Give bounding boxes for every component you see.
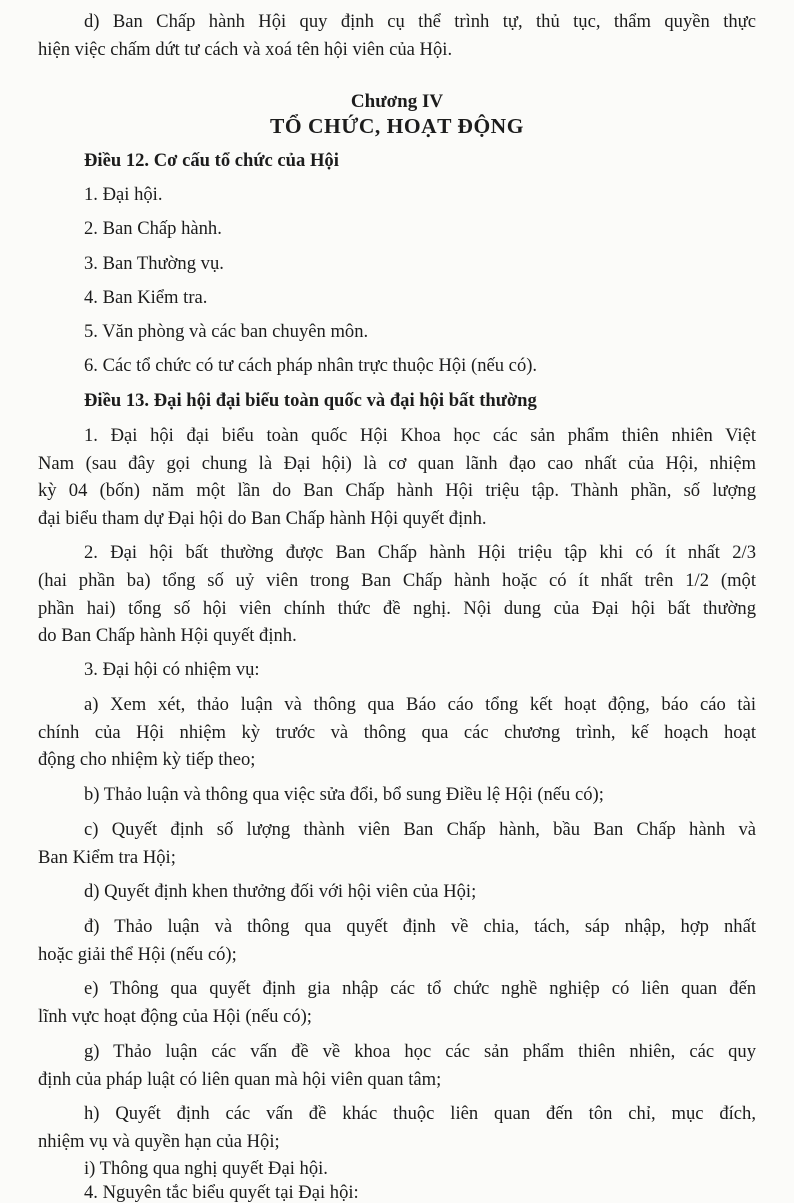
list-item: 6. Các tổ chức có tư cách pháp nhân trực thuộc Hội (nếu có). <box>84 355 538 376</box>
paragraph-line: b) Thảo luận và thông qua việc sửa đổi, bổ sung Điều lệ Hội (nếu có); <box>84 784 604 805</box>
paragraph-line: lĩnh vực hoạt động của Hội (nếu có); <box>38 1006 312 1027</box>
paragraph-line: đại biểu tham dự Đại hội do Ban Chấp hành Hội quyết định. <box>38 508 487 529</box>
paragraph-line: a) Xem xét, thảo luận và thông qua Báo cáo tổng kết hoạt động, báo cáo tài <box>84 694 756 715</box>
paragraph-line: động cho nhiệm kỳ tiếp theo; <box>38 749 256 770</box>
paragraph-line: 2. Đại hội bất thường được Ban Chấp hành Hội triệu tập khi có ít nhất 2/3 <box>84 542 756 563</box>
paragraph-line: c) Quyết định số lượng thành viên Ban Chấp hành, bầu Ban Chấp hành và <box>84 819 756 840</box>
chapter-number: Chương IV <box>350 91 444 112</box>
article-13-heading: Điều 13. Đại hội đại biểu toàn quốc và đại hội bất thường <box>84 390 537 411</box>
paragraph-line: nhiệm vụ và quyền hạn của Hội; <box>38 1131 280 1152</box>
paragraph-line: phần hai) tổng số hội viên chính thức đề nghị. Nội dung của Đại hội bất thường <box>38 598 756 619</box>
paragraph-line: 3. Đại hội có nhiệm vụ: <box>84 659 260 680</box>
list-item: 2. Ban Chấp hành. <box>84 218 222 239</box>
paragraph-line: do Ban Chấp hành Hội quyết định. <box>38 625 297 646</box>
paragraph-line: hiện việc chấm dứt tư cách và xoá tên hội viên của Hội. <box>38 39 453 60</box>
article-12-heading: Điều 12. Cơ cấu tổ chức của Hội <box>84 150 339 171</box>
list-item: 1. Đại hội. <box>84 184 163 205</box>
paragraph-line: i) Thông qua nghị quyết Đại hội. <box>84 1158 328 1179</box>
paragraph-line: đ) Thảo luận và thông qua quyết định về chia, tách, sáp nhập, hợp nhất <box>84 916 756 937</box>
list-item: 5. Văn phòng và các ban chuyên môn. <box>84 321 369 342</box>
paragraph-line: chính của Hội nhiệm kỳ trước và thông qua các chương trình, kế hoạch hoạt <box>38 722 756 743</box>
paragraph-line: Ban Kiểm tra Hội; <box>38 847 176 868</box>
paragraph-line: h) Quyết định các vấn đề khác thuộc liên quan đến tôn chỉ, mục đích, <box>84 1103 756 1124</box>
paragraph-line: 1. Đại hội đại biểu toàn quốc Hội Khoa học các sản phẩm thiên nhiên Việt <box>84 425 756 446</box>
paragraph-line: kỳ 04 (bốn) năm một lần do Ban Chấp hành Hội triệu tập. Thành phần, số lượng <box>38 480 756 501</box>
chapter-title: TỔ CHỨC, HOẠT ĐỘNG <box>270 114 524 138</box>
paragraph-line: định của pháp luật có liên quan mà hội viên quan tâm; <box>38 1069 442 1090</box>
paragraph-line: Nam (sau đây gọi chung là Đại hội) là cơ quan lãnh đạo cao nhất của Hội, nhiệm <box>38 453 756 474</box>
list-item: 4. Ban Kiểm tra. <box>84 287 208 308</box>
paragraph-line: d) Ban Chấp hành Hội quy định cụ thể trình tự, thủ tục, thẩm quyền thực <box>84 11 756 32</box>
list-item: 3. Ban Thường vụ. <box>84 253 224 274</box>
paragraph-line: g) Thảo luận các vấn đề về khoa học các sản phẩm thiên nhiên, các quy <box>84 1041 756 1062</box>
paragraph-line: (hai phần ba) tổng số uỷ viên trong Ban Chấp hành hoặc có ít nhất trên 1/2 (một <box>38 570 756 591</box>
paragraph-line: 4. Nguyên tắc biểu quyết tại Đại hội: <box>84 1182 359 1203</box>
paragraph-line: d) Quyết định khen thưởng đối với hội viên của Hội; <box>84 881 477 902</box>
paragraph-line: e) Thông qua quyết định gia nhập các tổ chức nghề nghiệp có liên quan đến <box>84 978 756 999</box>
paragraph-line: hoặc giải thể Hội (nếu có); <box>38 944 237 965</box>
